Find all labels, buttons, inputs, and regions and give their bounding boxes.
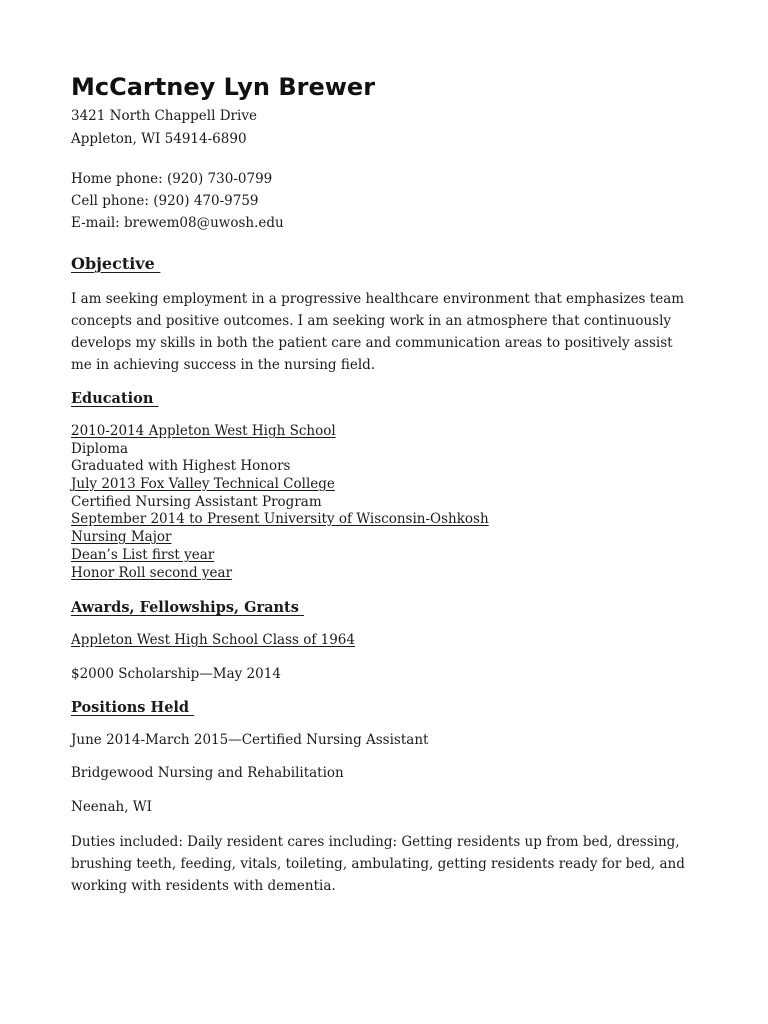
award-name: Appleton West High School Class of 1964 <box>71 632 355 648</box>
address-line-1: 3421 North Chappell Drive <box>71 108 257 124</box>
email: E-mail: brewem08@uwosh.edu <box>71 215 284 231</box>
education-line: Honor Roll second year <box>71 565 233 581</box>
address-line-2: Appleton, WI 54914-6890 <box>71 131 247 147</box>
education-line: Nursing Major <box>71 529 172 545</box>
objective-heading: Objective <box>71 254 161 273</box>
home-phone: Home phone: (920) 730-0799 <box>71 171 273 187</box>
education-heading: Education <box>71 390 159 407</box>
education-line: July 2013 Fox Valley Technical College <box>71 476 335 492</box>
education-line: September 2014 to Present University of Wisconsin-Oshkosh <box>71 511 489 527</box>
objective-text: I am seeking employment in a progressive healthcare environment that emphasizes team concepts and positive outcomes. I am seeking work in an atmosphere that continuously develops my skills in both the patient care and communication areas to positively assist me in achieving success in the nursing field. <box>71 291 685 373</box>
education-line: Diploma <box>71 441 129 457</box>
education-line: Certified Nursing Assistant Program <box>71 494 322 510</box>
position-employer: Bridgewood Nursing and Rehabilitation <box>71 765 344 781</box>
education-line: Dean’s List first year <box>71 547 215 563</box>
awards-heading: Awards, Fellowships, Grants <box>71 599 304 616</box>
education-line: 2010-2014 Appleton West High School <box>71 423 336 439</box>
position-location: Neenah, WI <box>71 799 153 815</box>
award-detail: $2000 Scholarship—May 2014 <box>71 666 281 682</box>
education-line: Graduated with Highest Honors <box>71 458 291 474</box>
cell-phone: Cell phone: (920) 470-9759 <box>71 193 259 209</box>
positions-heading: Positions Held <box>71 699 195 716</box>
resume-name: McCartney Lyn Brewer <box>71 73 376 101</box>
position-title: June 2014-March 2015—Certified Nursing Assistant <box>71 732 429 748</box>
position-duties: Duties included: Daily resident cares including: Getting residents up from bed, dressing, brushing teeth, feeding, vitals, toileting, ambulating, getting residents ready for bed, and working with residents with dementia. <box>71 834 685 894</box>
